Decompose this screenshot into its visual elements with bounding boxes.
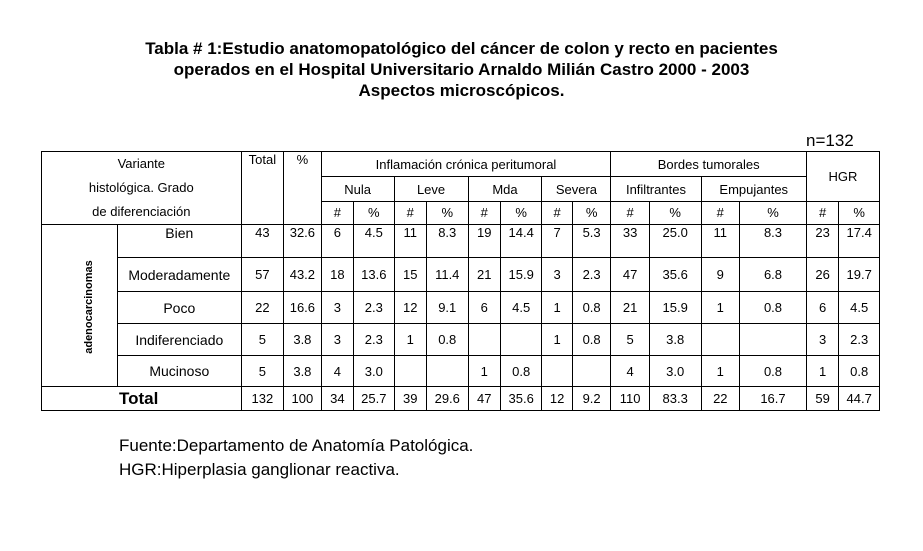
cell-nula-pct: 3.0 [354, 356, 395, 387]
footer-source: Fuente:Departamento de Anatomía Patológica. [119, 436, 474, 455]
cell-infiltrantes-count: 21 [611, 292, 650, 324]
cell-severa-pct: 0.8 [572, 292, 611, 324]
cell-hgr-count: 3 [806, 324, 838, 356]
row-group-label: adenocarcinomas [82, 260, 95, 354]
cell-leve-pct [426, 356, 468, 387]
cell-infiltrantes-count: 33 [611, 225, 650, 258]
cell-infiltrantes-pct: 35.6 [649, 258, 701, 292]
subheader-percent: % [839, 201, 880, 224]
cell-mda-count: 19 [468, 225, 500, 258]
title-line-1: Tabla # 1:Estudio anatomopatológico del cáncer de colon y recto en pacientes [145, 39, 778, 58]
cell-severa-count: 7 [542, 225, 572, 258]
cell-mda-pct: 14.4 [500, 225, 542, 258]
cell-hgr-count: 6 [806, 292, 838, 324]
subheader-count: # [611, 201, 650, 224]
cell-nula-count: 3 [321, 324, 353, 356]
cell-empujantes-count [701, 324, 740, 356]
cell-mda-count: 21 [468, 258, 500, 292]
cell-hgr-count: 26 [806, 258, 838, 292]
cell-infiltrantes-count: 47 [611, 258, 650, 292]
cell-leve-count: 15 [394, 258, 426, 292]
subheader-count: # [394, 201, 426, 224]
cell-nula-count: 4 [321, 356, 353, 387]
cell-mda-pct [500, 324, 542, 356]
header-severa: Severa [542, 177, 611, 201]
row-label: Poco [117, 292, 241, 324]
cell-pct: 32.6 [284, 225, 321, 258]
cell-total: 5 [241, 356, 284, 387]
cell-mda-pct: 35.6 [500, 387, 542, 411]
cell-infiltrantes-pct: 3.0 [649, 356, 701, 387]
header-hgr: HGR [806, 152, 879, 202]
cell-infiltrantes-count: 4 [611, 356, 650, 387]
cell-mda-count: 6 [468, 292, 500, 324]
cell-mda-pct: 0.8 [500, 356, 542, 387]
header-mda: Mda [468, 177, 542, 201]
cell-total: 5 [241, 324, 284, 356]
cell-hgr-pct: 17.4 [839, 225, 880, 258]
cell-leve-count [394, 356, 426, 387]
total-row [42, 387, 880, 411]
cell-leve-pct: 11.4 [426, 258, 468, 292]
cell-infiltrantes-pct: 25.0 [649, 225, 701, 258]
cell-hgr-count: 59 [806, 387, 838, 411]
subheader-count: # [468, 201, 500, 224]
subheader-count: # [321, 201, 353, 224]
cell-total: 22 [241, 292, 284, 324]
cell-pct: 3.8 [284, 324, 321, 356]
row-label: Bien [117, 225, 241, 258]
cell-pct: 16.6 [284, 292, 321, 324]
header-empujantes: Empujantes [701, 177, 806, 201]
cell-severa-count: 3 [542, 258, 572, 292]
cell-hgr-count: 23 [806, 225, 838, 258]
cell-pct: 43.2 [284, 258, 321, 292]
sample-size-label: n=132 [806, 131, 854, 150]
subheader-count: # [701, 201, 740, 224]
table-title [0, 38, 923, 101]
cell-hgr-pct: 19.7 [839, 258, 880, 292]
cell-hgr-pct: 44.7 [839, 387, 880, 411]
header-variante-line-2: histológica. Grado [88, 180, 194, 195]
cell-infiltrantes-pct: 3.8 [649, 324, 701, 356]
header-nula: Nula [321, 177, 394, 201]
footer-notes [119, 434, 473, 482]
cell-severa-pct: 0.8 [572, 324, 611, 356]
title-line-2: operados en el Hospital Universitario Arnaldo Milián Castro 2000 - 2003 [173, 60, 750, 79]
header-total: Total [241, 152, 284, 225]
cell-leve-pct: 8.3 [426, 225, 468, 258]
title-line-3: Aspectos microscópicos. [358, 81, 565, 100]
header-leve: Leve [394, 177, 468, 201]
subheader-count: # [806, 201, 838, 224]
cell-nula-count: 3 [321, 292, 353, 324]
cell-nula-pct: 13.6 [354, 258, 395, 292]
cell-infiltrantes-count: 5 [611, 324, 650, 356]
cell-hgr-pct: 4.5 [839, 292, 880, 324]
header-variante [42, 152, 242, 225]
cell-empujantes-count: 1 [701, 292, 740, 324]
subheader-percent: % [426, 201, 468, 224]
cell-empujantes-pct: 6.8 [740, 258, 807, 292]
header-bordes: Bordes tumorales [611, 152, 807, 177]
cell-mda-count [468, 324, 500, 356]
header-variante-line-1: Variante [117, 156, 166, 171]
cell-empujantes-pct: 16.7 [740, 387, 807, 411]
cell-total: 57 [241, 258, 284, 292]
cell-nula-pct: 2.3 [354, 292, 395, 324]
cell-severa-pct: 9.2 [572, 387, 611, 411]
cell-leve-count: 39 [394, 387, 426, 411]
cell-infiltrantes-pct: 83.3 [649, 387, 701, 411]
cell-severa-count: 1 [542, 324, 572, 356]
cell-leve-pct: 0.8 [426, 324, 468, 356]
header-infiltrantes: Infiltrantes [611, 177, 701, 201]
cell-severa-count: 12 [542, 387, 572, 411]
subheader-percent: % [740, 201, 807, 224]
table-row [42, 292, 880, 324]
cell-mda-count: 1 [468, 356, 500, 387]
cell-empujantes-pct: 0.8 [740, 356, 807, 387]
cell-nula-pct: 2.3 [354, 324, 395, 356]
subheader-percent: % [354, 201, 395, 224]
cell-nula-count: 6 [321, 225, 353, 258]
cell-empujantes-pct: 0.8 [740, 292, 807, 324]
cell-nula-pct: 4.5 [354, 225, 395, 258]
cell-nula-pct: 25.7 [354, 387, 395, 411]
cell-mda-pct: 15.9 [500, 258, 542, 292]
cell-empujantes-count: 11 [701, 225, 740, 258]
footer-hgr-note: HGR:Hiperplasia ganglionar reactiva. [119, 460, 400, 479]
cell-leve-count: 11 [394, 225, 426, 258]
cell-empujantes-pct: 8.3 [740, 225, 807, 258]
cell-empujantes-pct [740, 324, 807, 356]
cell-pct: 100 [284, 387, 321, 411]
row-label: Mucinoso [117, 356, 241, 387]
subheader-percent: % [500, 201, 542, 224]
cell-severa-pct: 2.3 [572, 258, 611, 292]
header-pct: % [284, 152, 321, 225]
cell-nula-count: 18 [321, 258, 353, 292]
cell-mda-count: 47 [468, 387, 500, 411]
cell-hgr-count: 1 [806, 356, 838, 387]
total-label: Total [42, 387, 242, 411]
subheader-count: # [542, 201, 572, 224]
cell-hgr-pct: 2.3 [839, 324, 880, 356]
row-label: Moderadamente [117, 258, 241, 292]
cell-pct: 3.8 [284, 356, 321, 387]
row-label: Indiferenciado [117, 324, 241, 356]
cell-total: 43 [241, 225, 284, 258]
cell-empujantes-count: 22 [701, 387, 740, 411]
cell-infiltrantes-pct: 15.9 [649, 292, 701, 324]
cell-empujantes-count: 9 [701, 258, 740, 292]
cell-nula-count: 34 [321, 387, 353, 411]
header-inflamacion: Inflamación crónica peritumoral [321, 152, 611, 177]
row-group-label-cell [42, 225, 118, 387]
cell-severa-pct: 5.3 [572, 225, 611, 258]
subheader-percent: % [649, 201, 701, 224]
cell-severa-count: 1 [542, 292, 572, 324]
table-row [42, 356, 880, 387]
table-row [42, 258, 880, 292]
cell-severa-pct [572, 356, 611, 387]
header-variante-line-3: de diferenciación [92, 204, 191, 219]
table-row [42, 324, 880, 356]
cell-leve-pct: 29.6 [426, 387, 468, 411]
cell-total: 132 [241, 387, 284, 411]
cell-mda-pct: 4.5 [500, 292, 542, 324]
data-table [41, 151, 880, 411]
cell-leve-count: 12 [394, 292, 426, 324]
cell-empujantes-count: 1 [701, 356, 740, 387]
cell-hgr-pct: 0.8 [839, 356, 880, 387]
cell-leve-pct: 9.1 [426, 292, 468, 324]
subheader-percent: % [572, 201, 611, 224]
cell-severa-count [542, 356, 572, 387]
cell-infiltrantes-count: 110 [611, 387, 650, 411]
table-row [42, 225, 880, 258]
cell-leve-count: 1 [394, 324, 426, 356]
